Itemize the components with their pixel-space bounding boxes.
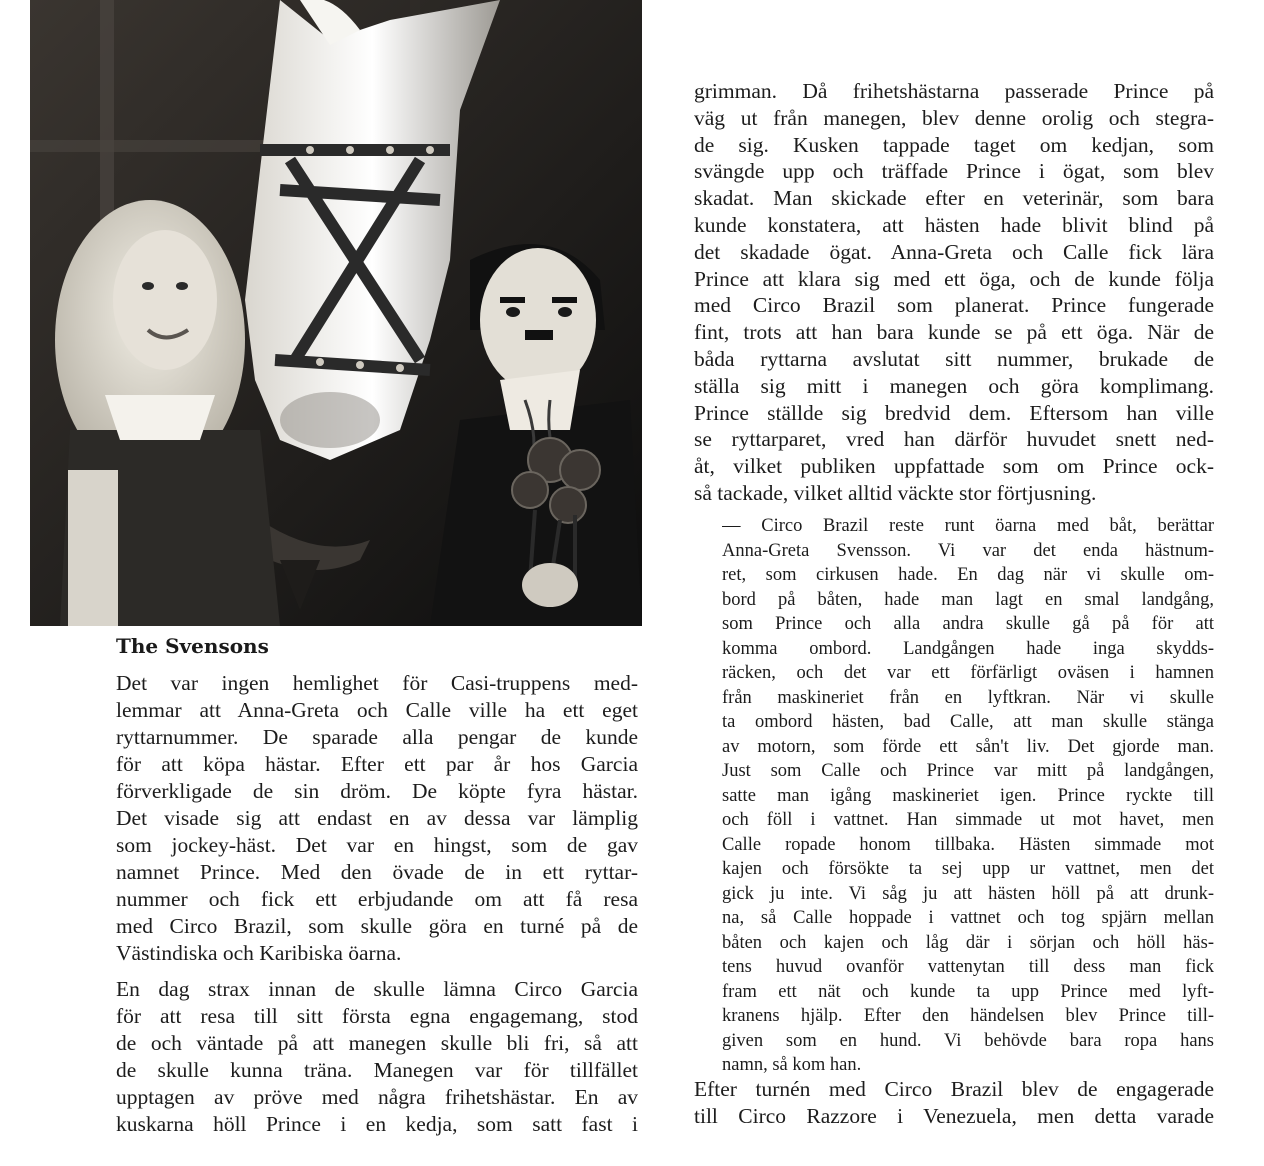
text-line: det skadade ögat. Anna-Greta och Calle fick lära — [694, 239, 1214, 264]
text-line: som jockey-häst. Det var en hingst, som de gav — [116, 833, 638, 857]
text-line: förverkligade de sin dröm. De köpte fyra hästar. — [116, 779, 638, 803]
text-line: från maskineriet från en lyftkran. När vi skulle — [722, 687, 1214, 708]
left-column-paragraph-1 — [116, 670, 638, 967]
circus-photo — [30, 0, 642, 626]
text-line: Prince ställde sig bredvid dem. Eftersom han ville — [694, 400, 1214, 425]
text-line: tens huvud ovanför vattenytan till dess man fick — [722, 957, 1214, 977]
text-line: Calle ropade honom tillbaka. Hästen simmade mot — [722, 834, 1214, 855]
text-line: åt, vilket publiken uppfattade som om Prince ock- — [694, 454, 1214, 479]
text-line: ret, som cirkusen hade. En dag när vi skulle om- — [722, 565, 1214, 585]
text-line: ta ombord hästen, bad Calle, att man skulle stänga — [722, 712, 1214, 732]
text-line: gick ju inte. Vi såg ju att hästen höll på att drunk- — [722, 883, 1214, 904]
text-line: Prince att klara sig med ett öga, och de kunde följa — [694, 266, 1214, 291]
text-line: Just som Calle och Prince var mitt på landgången, — [722, 761, 1214, 781]
text-line: båten och kajen och låg där i sörjan och höll häs- — [722, 932, 1214, 953]
text-line: namnet Prince. Med den övade de in ett ryttar- — [116, 860, 638, 884]
text-line: svängde upp och träffade Prince i ögat, som blev — [694, 159, 1214, 184]
text-line: de skulle kunna träna. Manegen var för tillfället — [116, 1058, 638, 1082]
text-line: Det var ingen hemlighet för Casi-truppens med- — [116, 671, 638, 695]
text-line: Västindiska och Karibiska öarna. — [116, 941, 402, 965]
text-line: given som en hund. Vi behövde bara ropa hans — [722, 1030, 1214, 1051]
text-line: med Circo Brazil, som skulle göra en turné på de — [116, 914, 638, 938]
text-line: namn, så kom han. — [722, 1055, 862, 1075]
text-line: väg ut från manegen, blev denne orolig och stegra- — [694, 105, 1214, 130]
photo-caption: The Svensons — [116, 634, 269, 658]
text-line: av motorn, som förde ett sån't liv. Det gjorde man. — [722, 736, 1214, 757]
text-line: Efter turnén med Circo Brazil blev de engagerade — [694, 1077, 1214, 1101]
text-line: Anna-Greta Svensson. Vi var det enda hästnum- — [722, 540, 1214, 561]
text-line: Det visade sig att endast en av dessa var lämplig — [116, 806, 638, 830]
text-line: se ryttarparet, vred han därför huvudet snett ned- — [694, 427, 1214, 452]
text-line: — Circo Brazil reste runt öarna med båt, berättar — [722, 516, 1214, 536]
text-line: skadat. Man skickade efter en veterinär, som bara — [694, 186, 1214, 211]
text-line: till Circo Razzore i Venezuela, men detta varade — [694, 1103, 1214, 1128]
text-line: kuskarna höll Prince i en kedja, som satt fast i — [116, 1112, 638, 1136]
text-line: nummer och fick ett erbjudande om att få resa — [116, 887, 638, 911]
text-line: satte man igång maskineriet igen. Prince ryckte till — [722, 785, 1214, 806]
text-line: komma ombord. Landgången hade inga skydds- — [722, 638, 1214, 659]
right-column-paragraph-1 — [694, 78, 1214, 507]
text-line: så tackade, vilket alltid väckte stor förtjusning. — [694, 480, 1097, 505]
text-line: kajen och försökte ta sej upp ur vattnet, men det — [722, 859, 1214, 879]
text-line: fram ett nät och kunde ta upp Prince med lyft- — [722, 981, 1214, 1002]
photo-illustration — [30, 0, 642, 626]
text-line: bord på båten, hade man lagt en smal landgång, — [722, 589, 1214, 610]
text-line: ryttarnummer. De sparade alla pengar de kunde — [116, 725, 638, 749]
text-line: båda ryttarna avslutat sitt nummer, brukade de — [694, 346, 1214, 371]
right-column-paragraph-2 — [694, 1076, 1214, 1130]
text-line: En dag strax innan de skulle lämna Circo Garcia — [116, 977, 638, 1001]
text-line: upptagen av pröve med några frihetshästar. En av — [116, 1085, 638, 1109]
left-column-paragraph-2 — [116, 976, 638, 1138]
text-line: för att köpa hästar. Efter ett par år hos Garcia — [116, 752, 638, 776]
text-line: ställa sig mitt i manegen och göra komplimang. — [694, 373, 1214, 398]
text-line: de sig. Kusken tappade taget om kedjan, som — [694, 132, 1214, 157]
text-line: de och väntade på att manegen skulle bli fri, så att — [116, 1031, 638, 1055]
text-line: na, så Calle hoppade i vattnet och tog spjärn mellan — [722, 908, 1214, 928]
text-line: kunde konstatera, att hästen hade blivit blind på — [694, 212, 1214, 237]
text-line: som Prince och alla andra skulle gå på för att — [722, 614, 1214, 634]
text-line: med Circo Brazil som planerat. Prince fungerade — [694, 293, 1214, 318]
text-line: räcken, och det var ett förfärligt oväsen i hamnen — [722, 663, 1214, 683]
text-line: för att resa till sitt första egna engagemang, stod — [116, 1004, 638, 1028]
text-line: kranens hjälp. Efter den händelsen blev Prince till- — [722, 1006, 1214, 1026]
text-line: fint, trots att han bara kunde se på ett öga. När de — [694, 320, 1214, 345]
text-line: lemmar att Anna-Greta och Calle ville ha ett eget — [116, 698, 638, 722]
text-line: grimman. Då frihetshästarna passerade Prince på — [694, 79, 1214, 103]
right-column-quote — [722, 514, 1214, 1078]
text-line: och föll i vattnet. Han simmade ut mot havet, men — [722, 810, 1214, 830]
